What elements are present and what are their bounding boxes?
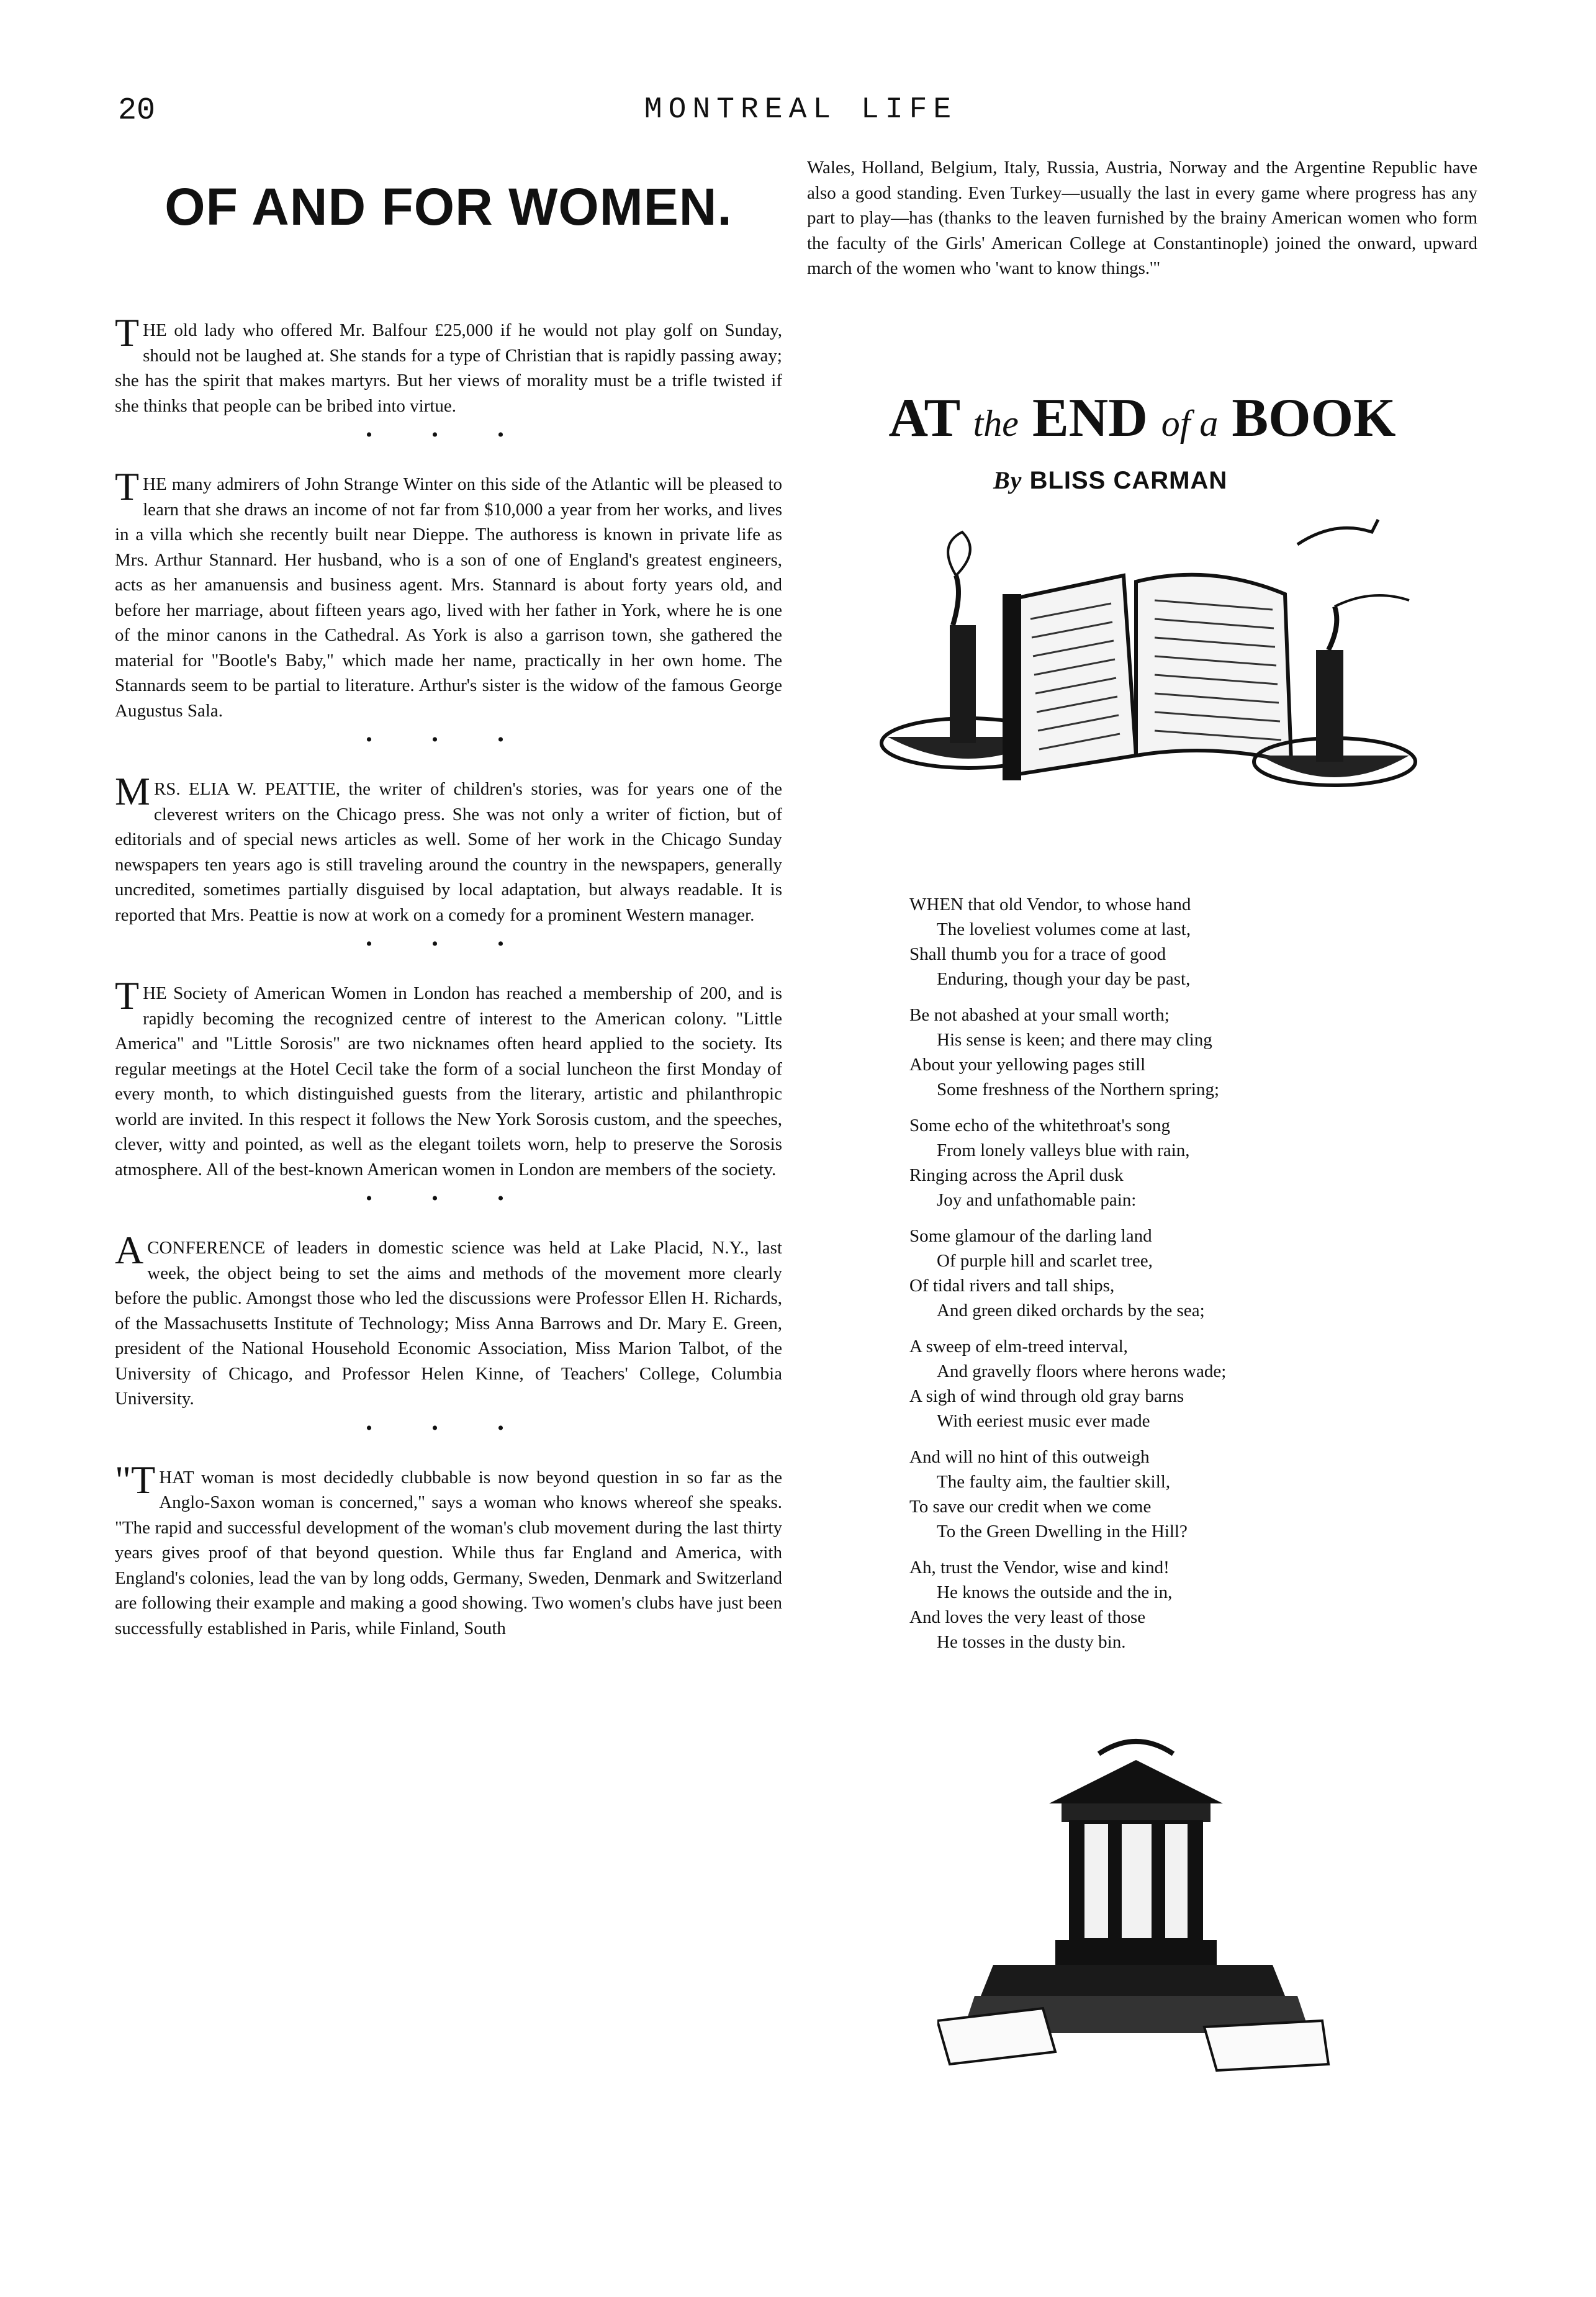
author-name: BLISS CARMAN	[1029, 466, 1228, 494]
drop-cap: M	[115, 769, 150, 813]
separator: • • •	[366, 1188, 531, 1209]
continued-paragraph: Wales, Holland, Belgium, Italy, Russia, Austria, Norway and the Argentine Republic have also a good standing. Even Turkey—usually the last in every game where progress has any part to play—has (thanks to the leaven furnished by the brainy American women who form the faculty of the Girls' American College at Constantinople) joined the onward, upward march of the women who 'want to know things.'"	[807, 158, 1477, 278]
drop-cap: T	[115, 464, 140, 508]
article-paragraph	[115, 464, 782, 723]
poem-stanza: Be not abashed at your small worth; His sense is keen; and there may cling About your yellowing pages still Some freshness of the Northern spring;	[909, 1004, 1220, 1099]
byline	[993, 466, 1477, 495]
separator: • • •	[366, 1417, 531, 1438]
left-column	[115, 177, 782, 1641]
article-paragraph	[115, 1457, 782, 1641]
drop-cap: A	[115, 1228, 144, 1272]
paragraph-text: HAT woman is most decidedly clubbable is now beyond question in so far as the Anglo-Saxon woman is concerned," says a woman who knows whereof she speaks. "The rapid and successful development of the woman's club movement during the last thirty years gives proof of that beyond question. While thus far England and America, with England's colonies, lead the van by long odds, Germany, Sweden, Denmark and Switzerland are following their example and making a good showing. Two women's clubs have just been successfully established in Paris, while Finland, South	[115, 1467, 782, 1638]
poem-stanza: WHEN that old Vendor, to whose hand The loveliest volumes come at last, Shall thumb you for a trace of good Enduring, though your day be past,	[909, 894, 1191, 989]
poem-stanza: A sweep of elm-treed interval, And gravelly floors where herons wade; A sigh of wind through old gray barns With eeriest music ever made	[909, 1336, 1227, 1431]
headline: OF AND FOR WOMEN.	[165, 178, 733, 236]
paragraph-text: HE Society of American Women in London has reached a membership of 200, and is rapidly becoming the recognized centre of interest to the American colony. "Little America" and "Little Sorosis" are two nicknames often heard applied to the society. Its regular meetings at the Hotel Cecil take the form of a social luncheon the first Monday of every month, to which distinguished guests from the literary, artistic and philanthropic world are invited. In this respect it follows the New York Sorosis custom, and the speeches, clever, witty and pointed, as well as the elegant toilets worn, help to preserve the Sorosis atmosphere. All of the best-known American women in London are members of the society.	[115, 983, 782, 1180]
poem	[909, 892, 1418, 1654]
poem-stanza: And will no hint of this outweigh The faulty aim, the faultier skill, To save our credit when we come To the Green Dwelling in the Hill?	[909, 1446, 1188, 1541]
paragraph-text: HE many admirers of John Strange Winter on this side of the Atlantic will be pleased to learn that she draws an income of not far from $10,000 a year from her works, and lives in a villa which she recently built near Dieppe. The authoress is known in private life as Mrs. Arthur Stannard. Her husband, who is a son of one of England's greatest engineers, acts as her amanuensis and business agent. Mrs. Stannard is about forty years old, and before her marriage, about fifteen years ago, lived with her father in York, where he is one of the minor canons in the Cathedral. As York is also a garrison town, she gathered the material for "Bootle's Baby," which made her name, practically in her own home. The Stannards seem to be partial to literature. Arthur's sister is the widow of the famous George Augustus Sala.	[115, 474, 782, 721]
byline-by: By	[993, 466, 1022, 494]
article-paragraph	[115, 1228, 782, 1412]
article-paragraph	[115, 769, 782, 927]
publication-name: MONTREAL LIFE	[644, 93, 958, 127]
paragraph-text: RS. ELIA W. PEATTIE, the writer of children's stories, was for years one of the cleverest writers on the Chicago press. She was not only a writer of fiction, but of editorials and of special news articles as well. Some of her work in the Chicago Sunday newspapers ten years ago is still traveling around the country in the newspapers, generally uncredited, sometimes partially disguised by local adaptation, but always readable. It is reported that Mrs. Peattie is now at work on a comedy for a prominent Western manager.	[115, 779, 782, 925]
drop-cap: T	[115, 973, 140, 1018]
right-column	[807, 155, 1477, 2077]
drop-cap: T	[115, 310, 140, 354]
page-number: 20	[118, 93, 156, 129]
poem-title: AT the END of a BOOK	[888, 387, 1396, 448]
poem-stanza: Some echo of the whitethroat's song From lonely valleys blue with rain, Ringing across the April dusk Joy and unfathomable pain:	[909, 1115, 1190, 1210]
open-book-illustration	[863, 507, 1422, 805]
poem-stanza: Ah, trust the Vendor, wise and kind! He knows the outside and the in, And loves the very least of those He tosses in the dusty bin.	[909, 1557, 1173, 1652]
article-paragraph	[115, 310, 782, 418]
paragraph-text: HE old lady who offered Mr. Balfour £25,000 if he would not play golf on Sunday, should not be laughed at. She stands for a type of Christian that is rapidly passing away; she has the spirit that makes martyrs. But her views of morality must be a trifle twisted if she thinks that people can be bribed into virtue.	[115, 320, 782, 416]
page-header	[118, 93, 1484, 137]
lantern-illustration	[937, 1729, 1335, 2077]
separator: • • •	[366, 425, 531, 445]
separator: • • •	[366, 934, 531, 954]
paragraph-text: CONFERENCE of leaders in domestic science was held at Lake Placid, N.Y., last week, the object being to set the aims and methods of the movement more clearly before the public. Amongst those who led the discussions were Professor Ellen H. Richards, of the Massachusetts Institute of Technology; Miss Anna Barrows and Dr. Mary E. Green, president of the National Household Economic Association, Miss Marion Talbot, of the University of Chicago, and Professor Helen Kinne, of Teachers' College, Columbia University.	[115, 1238, 782, 1409]
poem-stanza: Some glamour of the darling land Of purple hill and scarlet tree, Of tidal rivers and tall ships, And green diked orchards by the sea;	[909, 1225, 1205, 1320]
separator: • • •	[366, 729, 531, 750]
drop-cap: "T	[115, 1457, 156, 1502]
article-paragraph	[115, 973, 782, 1182]
